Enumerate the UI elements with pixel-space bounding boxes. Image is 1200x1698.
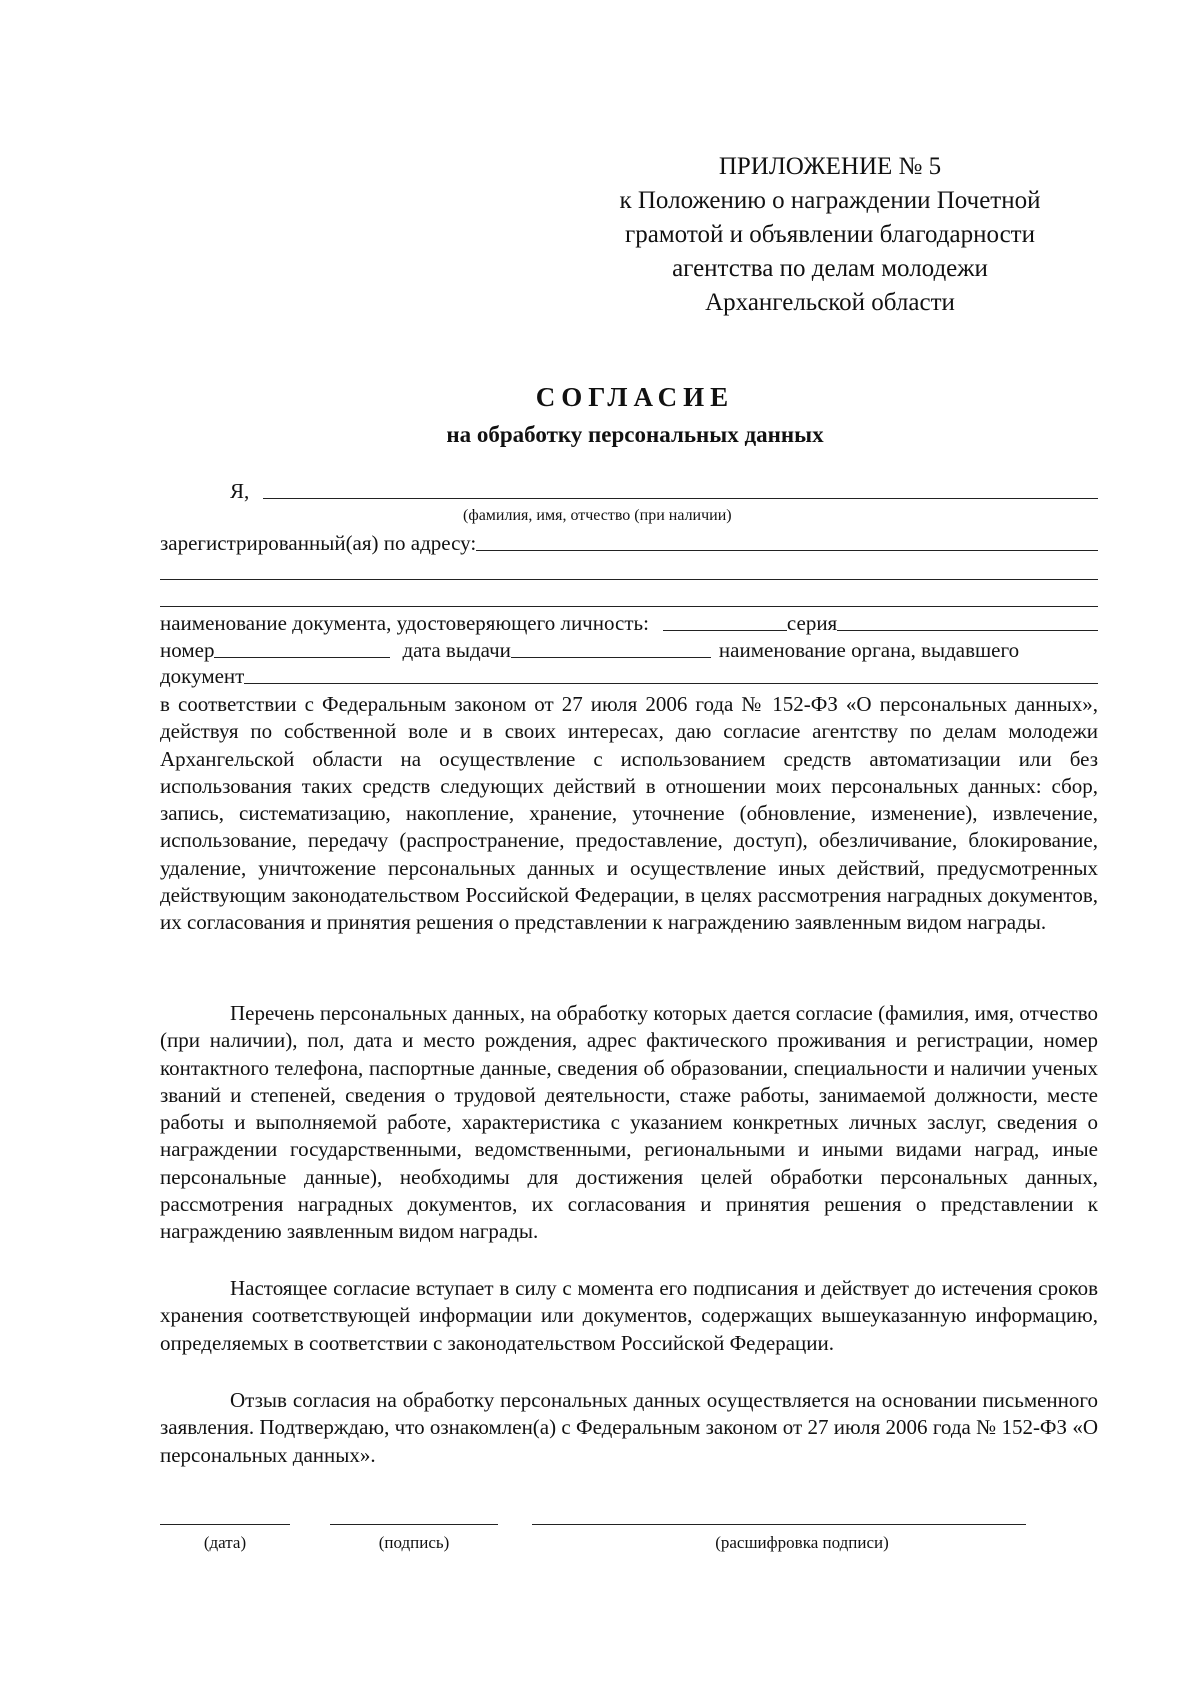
- consent-paragraph-4: Отзыв согласия на обработку персональных данных осуществляется на основании письменного заявления. Подтверждаю, что ознакомлен(а) с Федеральным законом от 27 июля 2006 года № 152-ФЗ «О персональных данных».: [160, 1388, 1098, 1467]
- doc-name-label: наименование документа, удостоверяющего личность:: [160, 611, 649, 635]
- address-field-line-3[interactable]: [160, 606, 1098, 607]
- issuer-label-continued: документ: [160, 664, 245, 688]
- series-label: серия: [786, 611, 838, 635]
- consent-paragraph-3: Настоящее согласие вступает в силу с момента его подписания и действует до истечения сроков хранения соответствующей информации или документов, содержащих вышеуказанную информацию, определяемых в соответствии с законодательством Российской Федерации.: [160, 1276, 1098, 1355]
- issue-date-field-line[interactable]: [511, 656, 711, 658]
- issue-date-label: дата выдачи: [402, 638, 511, 662]
- document-subtitle: на обработку персональных данных: [446, 422, 824, 447]
- address-field-line-2[interactable]: [160, 579, 1098, 580]
- fio-row: [160, 478, 1098, 504]
- signature-decode-field-line[interactable]: [532, 1524, 1026, 1525]
- date-label: (дата): [203, 1533, 247, 1552]
- appendix-header: [560, 150, 1100, 320]
- appendix-number: ПРИЛОЖЕНИЕ № 5: [718, 153, 942, 180]
- appendix-line-2: к Положению о награждении Почетной: [619, 187, 1041, 214]
- date-field-line[interactable]: [160, 1524, 290, 1525]
- number-label: номер: [160, 638, 215, 662]
- number-row: [160, 637, 1098, 663]
- appendix-line-3: грамотой и объявлении благодарности: [625, 221, 1035, 248]
- doc-name-field-line[interactable]: [663, 629, 787, 631]
- signature-label: (подпись): [378, 1533, 450, 1552]
- consent-paragraph-2: Перечень персональных данных, на обработку которых дается согласие (фамилия, имя, отчество (при наличии), пол, дата и место рождения, адрес фактического проживания и регистрации, номер контактного телефона, паспортные данные, сведения об образовании, специальности и наличии ученых званий и степеней, сведения о трудовой деятельности, стаже работы, занимаемой должности, месте работы и выполняемой работе, характеристика с указанием конкретных личных заслуг, сведения о награждении государственными, ведомственными, региональными и иными видами наград, иные персональные данные), необходимы для достижения целей обработки персональных данных, рассмотрения наградных документов, их согласования и принятия решения о представлении к награждению заявленным видом награды.: [160, 1001, 1098, 1244]
- issuer-field-line[interactable]: [244, 682, 1098, 684]
- appendix-line-5: Архангельской области: [705, 289, 955, 316]
- address-field-line[interactable]: [476, 549, 1098, 551]
- signature-decode-label: (расшифровка подписи): [715, 1533, 889, 1552]
- ya-label: Я,: [230, 479, 250, 503]
- signature-field-line[interactable]: [330, 1524, 498, 1525]
- appendix-line-4: агентства по делам молодежи: [672, 255, 988, 282]
- address-row: [160, 530, 1098, 556]
- number-field-line[interactable]: [214, 656, 390, 658]
- document-title: СОГЛАСИЕ: [535, 382, 735, 412]
- fio-field-line[interactable]: [263, 497, 1098, 499]
- fio-hint: (фамилия, имя, отчество (при наличии): [463, 507, 732, 524]
- consent-paragraph-1: в соответствии с Федеральным законом от 27 июля 2006 года № 152-ФЗ «О персональных данных», действуя по собственной воле и в своих интересах, даю согласие агентству по делам молодежи Архангельской области на осуществление с использованием средств автоматизации или без использования таких средств следующих действий в отношении моих персональных данных: сбор, запись, систематизацию, накопление, хранение, уточнение (обновление, изменение), извлечение, использование, передачу (распространение, предоставление, доступ), обезличивание, блокирование, удаление, уничтожение персональных данных и осуществление иных действий, предусмотренных действующим законодательством Российской Федерации, в целях рассмотрения наградных документов, их согласования и принятия решения о представлении к награждению заявленным видом награды.: [160, 692, 1098, 935]
- series-field-line[interactable]: [837, 629, 1098, 631]
- issuer-label: наименование органа, выдавшего: [718, 638, 1020, 662]
- address-label: зарегистрированный(ая) по адресу:: [160, 531, 477, 555]
- id-document-row: [160, 610, 1098, 636]
- issuer-row: [160, 663, 1098, 689]
